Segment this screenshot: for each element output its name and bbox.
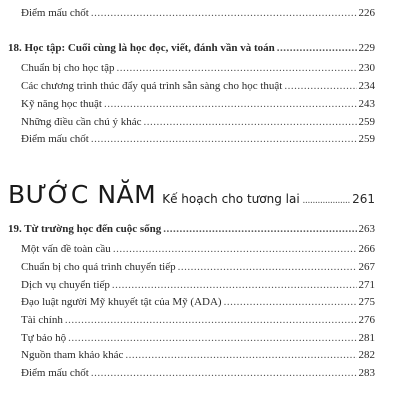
dot-leader (277, 43, 357, 54)
toc-entry-page: 281 (358, 332, 375, 344)
toc-entry-page: 276 (358, 314, 375, 326)
toc-entry-label: Tự bảo hộ (21, 332, 67, 344)
toc-entry-label: Điểm mấu chốt (21, 367, 89, 379)
toc-entry (21, 117, 375, 128)
toc-entry-page: 283 (358, 367, 375, 379)
chapter-18-heading (8, 43, 375, 54)
dot-leader (65, 315, 357, 326)
dot-leader (116, 63, 356, 74)
toc-entry-label: Nguồn tham khảo khác (21, 349, 124, 361)
dot-leader (112, 280, 357, 291)
dot-leader (91, 8, 357, 19)
toc-entry-label: Tài chính (21, 314, 63, 326)
dot-leader (178, 262, 357, 273)
chapter-title: 19. Từ trường học đến cuộc sống (8, 223, 162, 235)
part-page: 261 (352, 192, 375, 206)
toc-entry-label: Điểm mấu chốt (21, 7, 89, 19)
chapter-page: 229 (358, 42, 375, 54)
toc-entry-label: Kỹ năng học thuật (21, 98, 102, 110)
toc-entry (21, 8, 375, 19)
toc-entry (21, 244, 375, 255)
toc-entry (21, 81, 375, 92)
toc-entry-page: 271 (358, 279, 375, 291)
toc-entry (21, 99, 375, 110)
toc-entry (21, 262, 375, 273)
toc-entry-page: 234 (358, 80, 375, 92)
toc-entry-page: 266 (358, 243, 375, 255)
toc-entry (21, 297, 375, 308)
toc-entry (21, 315, 375, 326)
toc-entry-label: Các chương trình thúc đẩy quá trình sẵn sàng cho học thuật (21, 80, 283, 92)
dot-leader (68, 333, 356, 344)
dot-leader (144, 117, 357, 128)
dot-leader (303, 195, 350, 206)
dot-leader (284, 81, 356, 92)
toc-entry-label: Điểm mấu chốt (21, 133, 89, 145)
toc-entry-page: 259 (358, 133, 375, 145)
toc-entry-label: Dịch vụ chuyển tiếp (21, 279, 110, 291)
toc-entry (21, 63, 375, 74)
dot-leader (91, 368, 357, 379)
toc-entry (21, 333, 375, 344)
toc-entry-label: Chuẩn bị cho quá trình chuyển tiếp (21, 261, 176, 273)
toc-entry-label: Chuẩn bị cho học tập (21, 62, 115, 74)
chapter-19-heading (8, 224, 375, 235)
toc-entry (21, 350, 375, 361)
toc-entry-page: 275 (358, 296, 375, 308)
toc-entry-page: 230 (358, 62, 375, 74)
chapter-page: 263 (358, 223, 375, 235)
part-name: BƯỚC NĂM (8, 180, 157, 209)
dot-leader (91, 134, 357, 145)
part-5-heading (8, 180, 375, 209)
part-title: Kế hoạch cho tương lai (162, 192, 300, 206)
toc-entry (21, 134, 375, 145)
dot-leader (125, 350, 356, 361)
toc-entry-label: Những điều cần chú ý khác (21, 116, 142, 128)
toc-entry-page: 243 (358, 98, 375, 110)
chapter-title: 18. Học tập: Cuối cùng là học đọc, viết, đánh vần và toán (8, 42, 275, 54)
dot-leader (104, 99, 357, 110)
dot-leader (163, 224, 356, 235)
toc-entry-page: 282 (358, 349, 375, 361)
toc-entry-page: 259 (358, 116, 375, 128)
toc-entry-label: Một vấn đề toàn cầu (21, 243, 111, 255)
toc-entry-page: 267 (358, 261, 375, 273)
toc-entry-page: 226 (358, 7, 375, 19)
toc-entry (21, 368, 375, 379)
dot-leader (113, 244, 357, 255)
toc-entry (21, 280, 375, 291)
toc-entry-label: Đạo luật người Mỹ khuyết tật của Mỹ (ADA) (21, 296, 222, 308)
dot-leader (224, 297, 357, 308)
